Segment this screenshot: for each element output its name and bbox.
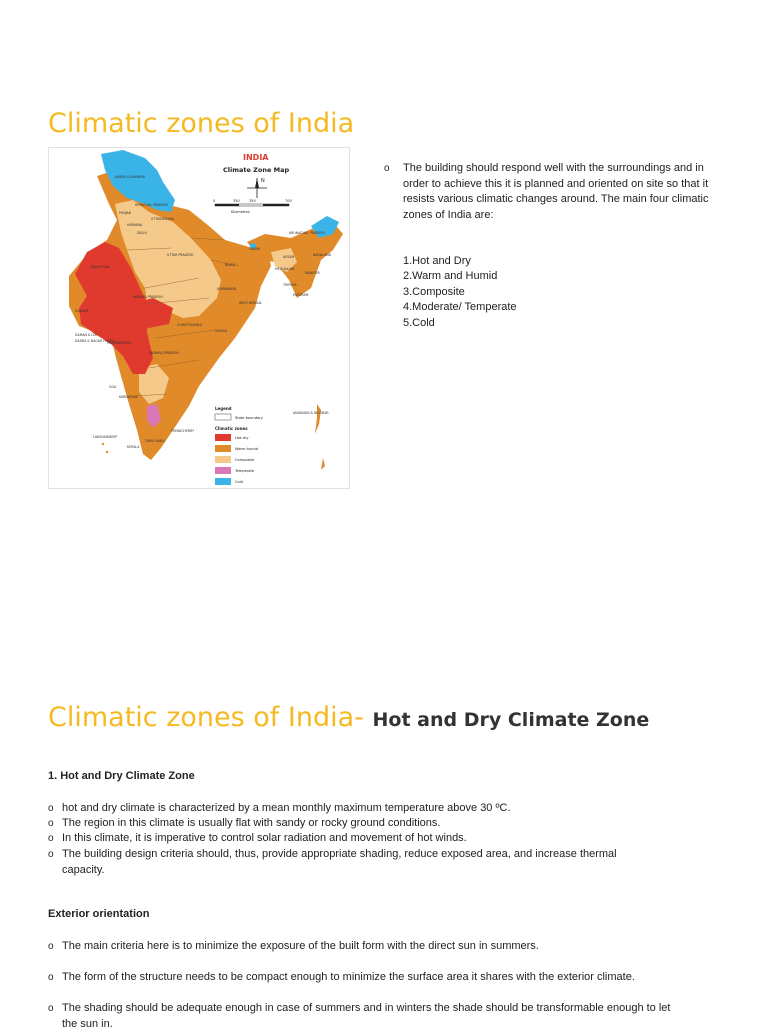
zone-list-item: 1.Hot and Dry	[403, 255, 471, 267]
label-assam: ASSAM	[283, 255, 295, 259]
legend-label-composite: Composite	[235, 458, 255, 462]
legend-label-temperate: Temperate	[235, 469, 255, 473]
bullet-circle-icon: o	[48, 833, 54, 844]
label-hp: HIMACHAL PRADESH	[135, 203, 168, 207]
label-tn: TAMIL NADU	[145, 439, 165, 443]
svg-text:0: 0	[213, 199, 216, 203]
map-lakshadweep-2	[106, 451, 108, 453]
svg-text:700: 700	[285, 199, 292, 203]
label-orissa: ORISSA	[215, 329, 227, 333]
section-heading: 1. Hot and Dry Climate Zone	[48, 770, 195, 782]
orientation-heading: Exterior orientation	[48, 908, 150, 920]
intro-bullet-text: The building should respond well with the surroundings and in order to achieve this it is planned and oriented on site so that it resists various climatic changes around. The main four climatic zones of India are:	[403, 162, 709, 221]
legend-swatch-hot-dry	[215, 434, 231, 441]
orientation-bullet: o The main criteria here is to minimize the exposure of the built form with the direct sun in summers.	[48, 939, 708, 955]
legend-label-cold: Cold	[235, 480, 243, 484]
map-nicobar	[321, 458, 325, 470]
slide-2-title	[48, 702, 649, 733]
map-lakshadweep	[102, 443, 104, 445]
legend-title: Legend	[215, 406, 232, 411]
legend-swatch-warm-humid	[215, 445, 231, 452]
legend-swatch-cold	[215, 478, 231, 485]
zone-list	[403, 254, 517, 331]
legend-zones-title: Climatic zones	[215, 426, 248, 431]
label-maharashtra: MAHARASHTRA	[107, 341, 132, 345]
legend-boundary-swatch	[215, 414, 231, 420]
label-uttaranchal: UTTARANCHAL	[151, 217, 175, 221]
bullet-circle-icon: o	[48, 1003, 54, 1014]
label-nagaland: NAGALAND	[313, 253, 332, 257]
legend-label-hot-dry: Hot-dry	[235, 436, 249, 440]
label-jk: JAMMU & KASHMIR	[115, 175, 145, 179]
label-andaman: ANDAMAN & NICOBAR	[293, 411, 329, 415]
map-legend	[215, 406, 264, 485]
legend-boundary-label: State boundary	[235, 416, 263, 420]
label-daman: DAMAN & DIU	[75, 333, 98, 337]
label-ap: ANDHRA PRADESH	[149, 351, 179, 355]
label-punjab: PUNJAB	[119, 211, 131, 215]
label-jharkhand: JHARKHAND	[217, 287, 237, 291]
slide-2-title-main: Climatic zones of India-	[48, 702, 364, 733]
label-manipur: MANIPUR	[305, 271, 320, 275]
slide-2-subtitle: Hot and Dry Climate Zone	[372, 709, 650, 731]
zone-list-item: 4.Moderate/ Temperate	[403, 301, 517, 314]
bullet-circle-icon: o	[48, 972, 54, 983]
zone-list-item: 5.Cold	[403, 316, 435, 329]
label-sikkim: SIKKIM	[249, 247, 260, 251]
bullet-circle-icon: o	[384, 163, 390, 174]
orientation-bullet: o The shading should be adequate enough in case of summers and in winters the shade should be transformable enough to let the sun in.	[48, 1002, 671, 1030]
label-mizoram: MIZORAM	[293, 293, 309, 297]
label-goa: GOA	[109, 385, 117, 389]
label-karnataka: KARNATAKA	[119, 395, 138, 399]
svg-text:350: 350	[233, 199, 240, 203]
climate-bullet: o In this climate, it is imperative to control solar radiation and movement of hot winds.	[48, 831, 678, 847]
zone-list-item: 3.Composite	[403, 285, 465, 298]
label-gujarat: GUJARAT	[75, 309, 89, 313]
map-title: INDIA	[243, 153, 269, 162]
label-arunachal: ARUNACHAL PRADESH	[289, 231, 325, 235]
label-up: UTTAR PRADESH	[167, 253, 194, 257]
label-mp: MADHYA PRADESH	[133, 295, 163, 299]
india-climate-zone-map	[48, 147, 350, 489]
label-pondicherry: PONDICHERRY	[171, 429, 195, 433]
label-dadra: DADRA & NAGAR HAVELI	[75, 339, 115, 343]
label-chhattisgarh: CHHATTISGARH	[177, 323, 203, 327]
svg-text:N: N	[261, 178, 265, 184]
map-scale-bar	[213, 199, 292, 214]
legend-swatch-composite	[215, 456, 231, 463]
intro-bullet	[384, 161, 724, 223]
svg-text:350: 350	[249, 199, 256, 203]
bullet-circle-icon: o	[48, 803, 54, 814]
map-andaman	[315, 404, 321, 434]
label-wb: WEST BENGAL	[239, 301, 263, 305]
bullet-circle-icon: o	[48, 849, 54, 860]
climate-bullet: o The building design criteria should, thus, provide appropriate shading, reduce exposed area, and increase thermal capacity.	[48, 848, 617, 876]
zone-list-item: 2.Warm and Humid	[403, 270, 498, 283]
label-rajasthan: RAJASTHAN	[91, 265, 110, 269]
label-haryana: HARYANA	[127, 223, 143, 227]
compass-icon	[247, 178, 267, 198]
climate-bullet: o The region in this climate is usually flat with sandy or rocky ground conditions.	[48, 816, 678, 832]
svg-text:Kilometres: Kilometres	[231, 210, 250, 214]
label-bihar: BIHAR	[225, 263, 235, 267]
legend-label-warm-humid: Warm-humid	[235, 447, 259, 451]
map-subtitle: Climate Zone Map	[223, 166, 290, 174]
label-tripura: TRIPURA	[283, 283, 297, 287]
label-kerala: KERALA	[127, 445, 140, 449]
slide-1-title: Climatic zones of India	[48, 108, 355, 139]
label-delhi: DELHI	[137, 231, 147, 235]
label-lakshadweep: LAKSHADWEEP	[93, 435, 118, 439]
legend-swatch-temperate	[215, 467, 231, 474]
climate-bullet: o hot and dry climate is characterized by a mean monthly maximum temperature above 30 ºC.	[48, 801, 678, 817]
bullet-circle-icon: o	[48, 818, 54, 829]
orientation-bullet: o The form of the structure needs to be compact enough to minimize the surface area it shares with the exterior climate.	[48, 970, 708, 986]
bullet-circle-icon: o	[48, 941, 54, 952]
label-meghalaya: MEGHALAYA	[275, 267, 295, 271]
